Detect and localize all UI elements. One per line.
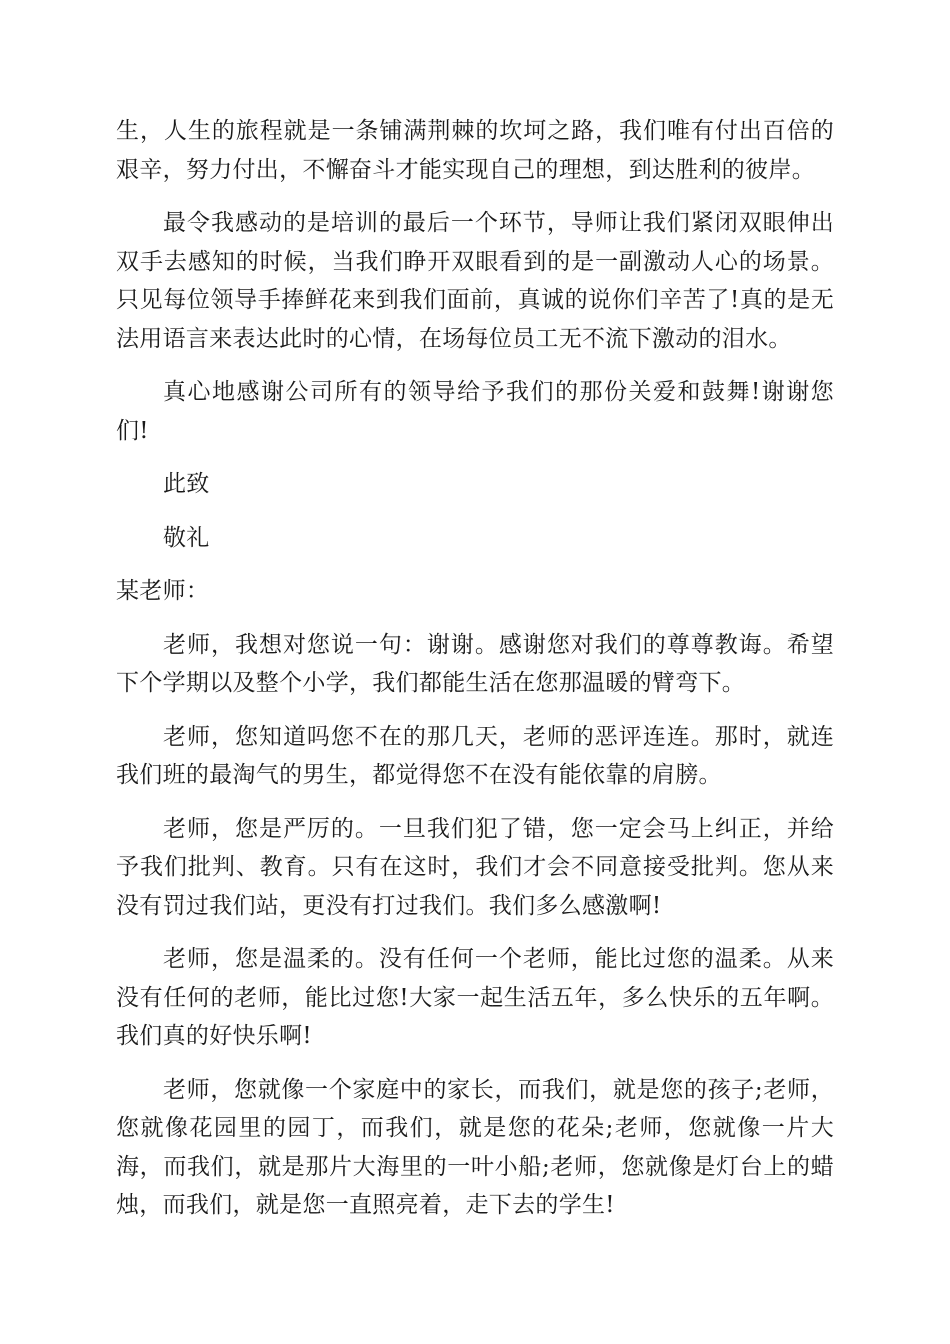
- letter-greeting: 某老师：: [116, 578, 210, 604]
- closing-regards: 敬礼: [163, 524, 210, 551]
- paragraph-7: 老师，我想对您说一句：谢谢。感谢您对我们的尊尊教诲。希望下个学期以及整个小学，我们都能生活在您那温暖的臂弯下。: [116, 631, 834, 696]
- closing-salutation: 此致: [163, 471, 210, 497]
- paragraph-9: 老师，您是严厉的。一旦我们犯了错，您一定会马上纠正，并给予我们批判、教育。只有在这时，我们才会不同意接受批判。您从来没有罚过我们站，更没有打过我们。我们多么感激啊!: [116, 815, 834, 919]
- paragraph-2: 最令我感动的是培训的最后一个环节，导师让我们紧闭双眼伸出双手去感知的时候，当我们睁开双眼看到的是一副激动人心的场景。只见每位领导手捧鲜花来到我们面前，真诚的说你们辛苦了!真的是无法用语言来表达此时的心情，在场每位员工无不流下激动的泪水。: [116, 210, 834, 352]
- paragraph-1: 生，人生的旅程就是一条铺满荆棘的坎坷之路，我们唯有付出百倍的艰辛，努力付出，不懈奋斗才能实现自己的理想，到达胜利的彼岸。: [116, 118, 834, 183]
- paragraph-10: 老师，您是温柔的。没有任何一个老师，能比过您的温柔。从来没有任何的老师，能比过您!大家一起生活五年，多么快乐的五年啊。我们真的好快乐啊!: [116, 946, 834, 1049]
- paragraph-3: 真心地感谢公司所有的领导给予我们的那份关爱和鼓舞!谢谢您们!: [116, 379, 834, 444]
- paragraph-11: 老师，您就像一个家庭中的家长，而我们，就是您的孩子;老师，您就像花园里的园丁，而我们，就是您的花朵;老师，您就像一片大海，而我们，就是那片大海里的一叶小船;老师，您就像是灯台上的蜡烛，而我们，就是您一直照亮着，走下去的学生!: [116, 1076, 834, 1218]
- paragraph-8: 老师，您知道吗您不在的那几天，老师的恶评连连。那时，就连我们班的最淘气的男生，都觉得您不在没有能依靠的肩膀。: [116, 723, 834, 788]
